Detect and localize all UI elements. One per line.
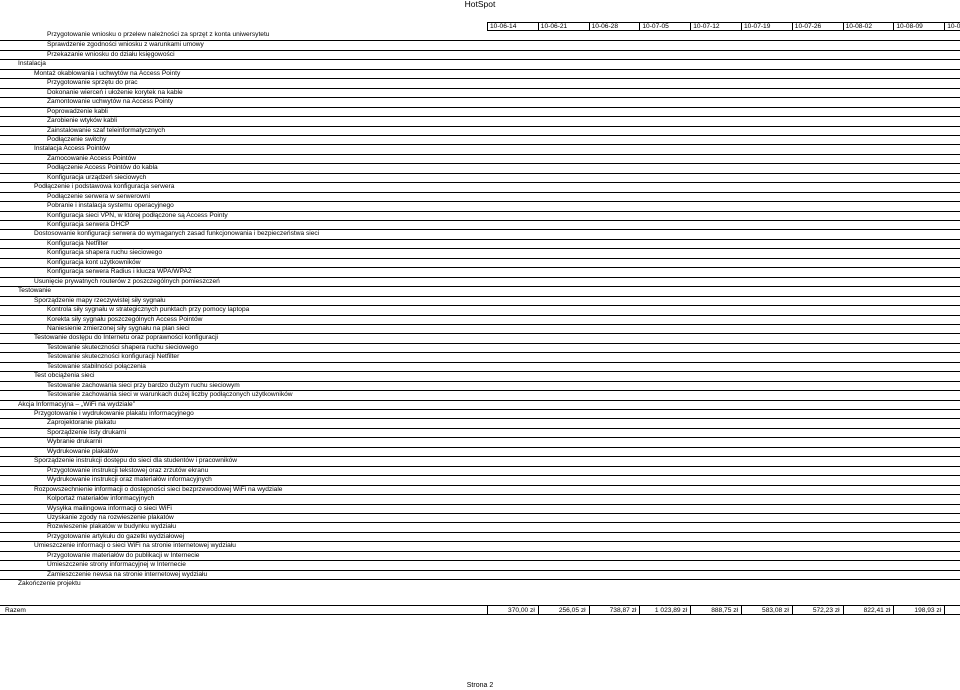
task-name: Kolportaż materiałów informacyjnych (47, 495, 155, 503)
task-row (0, 522, 960, 531)
total-value: 198,93 zł (914, 607, 942, 614)
task-row (0, 551, 960, 560)
task-name: Przygotowanie materiałów do publikacji w Internecie (47, 551, 200, 559)
task-name: Akcja Informacyjna – „WiFi na wydziale” (18, 400, 135, 408)
task-row (0, 418, 960, 427)
task-row (0, 126, 960, 135)
task-row (0, 570, 960, 579)
column-divider (893, 605, 894, 615)
task-row (0, 50, 960, 59)
window-title: HotSpot (464, 0, 496, 9)
task-row (0, 97, 960, 106)
date-column-header: 10-06-28 (589, 22, 640, 31)
task-row (0, 513, 960, 522)
task-row (0, 324, 960, 333)
task-name: Zainstalowanie szaf teleinformatycznych (47, 126, 166, 134)
task-row (0, 286, 960, 295)
task-row (0, 248, 960, 257)
task-name: Zamontowanie uchwytów na Access Pointy (47, 98, 174, 106)
task-name: Zamieszczenie newsa na stronie internetowej wydziału (47, 570, 208, 578)
task-name: Wybranie drukarnii (47, 438, 102, 446)
task-name: Przekazanie wniosku do działu księgowości (47, 50, 175, 58)
task-row (0, 343, 960, 352)
task-row (0, 475, 960, 484)
task-row (0, 220, 960, 229)
date-column-header: 10-06-21 (538, 22, 589, 31)
task-name: Konfiguracja sieci VPN, w której podłączone są Access Pointy (47, 211, 228, 219)
task-row (0, 182, 960, 191)
task-row (0, 107, 960, 116)
task-row (0, 485, 960, 494)
task-row (0, 456, 960, 465)
task-row (0, 211, 960, 220)
total-value: 738,87 zł (609, 607, 637, 614)
task-row (0, 116, 960, 125)
task-row (0, 409, 960, 418)
totals-row (0, 605, 960, 615)
task-row (0, 390, 960, 399)
date-column-header: 10-0 (944, 22, 960, 31)
total-value: 583,08 zł (762, 607, 789, 614)
task-name: Umieszczenie informacji o sieci WiFi na stronie internetowej wydziału (34, 542, 236, 550)
task-name: Testowanie zachowania sieci przy bardzo dużym ruchu sieciowym (47, 381, 240, 389)
task-name: Konfiguracja kont użytkowników (47, 258, 141, 266)
task-name: Konfiguracja serwera Radius i klucza WPA/WPA2 (47, 268, 192, 276)
date-column-header: 10-07-26 (792, 22, 843, 31)
date-column-header: 10-07-05 (639, 22, 690, 31)
task-name: Rozpowszechnienie informacji o dostępności sieci bezprzewodowej WiFi na wydziale (34, 485, 283, 493)
task-name: Sporządzenie instrukcji dostępu do sieci dla studentów i pracowników (34, 457, 238, 465)
task-name: Umieszczenie strony informacyjnej w Internecie (47, 561, 186, 569)
task-row (0, 494, 960, 503)
task-name: Konfiguracja shapera ruchu sieciowego (47, 249, 163, 257)
task-name: Podłączenie i podstawowa konfiguracja serwera (34, 183, 175, 191)
task-row (0, 296, 960, 305)
column-divider (792, 605, 793, 615)
date-column-header: 10-06-14 (487, 22, 538, 31)
task-name: Instalacja (18, 60, 46, 68)
total-value: 370,00 zł (508, 607, 535, 614)
task-row (0, 466, 960, 475)
task-name: Poprowadzenie kabli (47, 107, 108, 115)
date-column-header: 10-07-19 (741, 22, 792, 31)
total-value: 572,23 zł (812, 607, 840, 614)
task-name: Konfiguracja serwera DHCP (47, 221, 130, 228)
task-name: Testowanie zachowania sieci w warunkach dużej liczby podłączonych użytkowników (47, 391, 293, 399)
task-name: Pobranie i instalacja systemu operacyjnego (47, 202, 174, 210)
task-row (0, 31, 960, 40)
task-row (0, 305, 960, 314)
task-name: Przygotowanie artykułu do gazetki wydziałowej (47, 532, 185, 540)
task-name: Podłączenie serwera w serwerowni (47, 192, 150, 200)
task-name: Przygotowanie i wydrukowanie plakatu informacyjnego (34, 410, 194, 417)
task-name: Dostosowanie konfiguracji serwera do wymaganych zasad funkcjonowania i bezpieczeństwa sieci (34, 230, 320, 238)
task-row (0, 192, 960, 201)
task-row (0, 352, 960, 361)
task-row (0, 315, 960, 324)
task-row (0, 447, 960, 456)
task-name: Testowanie (18, 287, 51, 295)
task-row (0, 144, 960, 153)
task-name: Uzyskanie zgody na rozwieszenie plakatów (47, 513, 174, 521)
task-row (0, 428, 960, 437)
column-divider (944, 605, 945, 615)
task-name: Zakończenie projektu (18, 580, 81, 588)
task-row (0, 154, 960, 163)
task-row (0, 201, 960, 210)
task-row (0, 362, 960, 371)
task-row (0, 88, 960, 97)
total-value: 888,75 zł (711, 607, 738, 614)
task-name: Instalacja Access Pointów (34, 145, 110, 153)
task-row (0, 333, 960, 342)
date-column-header: 10-08-02 (843, 22, 894, 31)
total-value: 256,05 zł (558, 607, 586, 614)
task-name: Zamocowanie Access Pointów (47, 154, 137, 162)
task-name: Podłączenie switchy (47, 135, 107, 143)
column-divider (741, 605, 742, 615)
task-name: Wydrukowanie plakatów (47, 447, 119, 455)
task-row (0, 173, 960, 182)
task-name: Kontrola siły sygnału w strategicznych punktach przy pomocy laptopa (47, 306, 250, 314)
task-name: Przygotowanie instrukcji tekstowej oraz zrzutów ekranu (47, 466, 209, 474)
total-value: 822,41 zł (863, 607, 891, 614)
task-name: Montaż okablowania i uchwytów na Access Pointy (34, 69, 181, 77)
task-row (0, 135, 960, 144)
task-name: Rozwieszenie plakatów w budynku wydziału (47, 523, 177, 531)
column-divider (690, 605, 691, 615)
task-name: Testowanie dostępu do Internetu oraz poprawności konfiguracji (34, 334, 219, 342)
task-row (0, 239, 960, 248)
task-name: Test obciążenia sieci (34, 372, 95, 380)
total-value: 1 023,89 zł (654, 607, 688, 614)
task-row (0, 258, 960, 267)
task-name: Sporządzenie listy drukarni (47, 428, 127, 436)
column-divider (589, 605, 590, 615)
column-divider (843, 605, 844, 615)
task-name: Przygotowanie sprzętu do prac (47, 79, 138, 87)
task-name: Konfiguracja Netfilter (47, 239, 109, 247)
task-name: Sporządzenie mapy rzeczywistej siły sygnału (34, 296, 166, 304)
task-row (0, 163, 960, 172)
task-name: Naniesienie zmierzonej siły sygnału na plan sieci (47, 324, 190, 332)
task-name: Testowanie stabilności połączenia (47, 362, 146, 370)
task-name: Zarobienie wtyków kabli (47, 117, 117, 125)
task-name: Korekta siły sygnału poszczególnych Access Pointów (47, 315, 203, 323)
task-row (0, 437, 960, 446)
column-divider (487, 605, 488, 615)
task-name: Testowanie skuteczności shapera ruchu sieciowego (47, 343, 199, 351)
task-name: Przygotowanie wniosku o przelew należności za sprzęt z konta uniwersytetu (47, 31, 270, 38)
task-row (0, 560, 960, 569)
page-number: Strona 2 (466, 682, 494, 689)
task-name: Wysyłka mailingowa informacji o sieci WiFi (47, 504, 172, 512)
task-name: Sprawdzenie zgodności wniosku z warunkami umowy (47, 41, 204, 49)
task-name: Usunięcie prywatnych routerów z poszczególnych pomieszczeń (34, 277, 220, 285)
task-name: Testowanie skuteczności konfiguracji Netfilter (47, 353, 180, 361)
task-row (0, 267, 960, 276)
task-row (0, 40, 960, 49)
date-column-header: 10-07-12 (690, 22, 741, 31)
task-row (0, 400, 960, 409)
task-row (0, 371, 960, 380)
column-divider (538, 605, 539, 615)
task-row (0, 59, 960, 68)
task-row (0, 579, 960, 588)
task-name: Podłączenie Access Pointów do kabla (47, 164, 158, 172)
task-row (0, 532, 960, 541)
date-column-header: 10-08-09 (893, 22, 944, 31)
task-row (0, 381, 960, 390)
task-name: Wydrukowanie instrukcji oraz materiałów informacyjnych (47, 476, 212, 484)
task-row (0, 229, 960, 238)
task-row (0, 277, 960, 286)
task-name: Zaprojektoranie plakatu (47, 419, 116, 427)
totals-label: Razem (5, 607, 26, 614)
task-name: Dokonanie wierceń i ułożenie korytek na kable (47, 88, 183, 96)
task-row (0, 541, 960, 550)
task-row (0, 504, 960, 513)
column-divider (639, 605, 640, 615)
task-row (0, 69, 960, 78)
task-name: Konfiguracja urządzeń sieciowych (47, 173, 147, 181)
task-row (0, 78, 960, 87)
